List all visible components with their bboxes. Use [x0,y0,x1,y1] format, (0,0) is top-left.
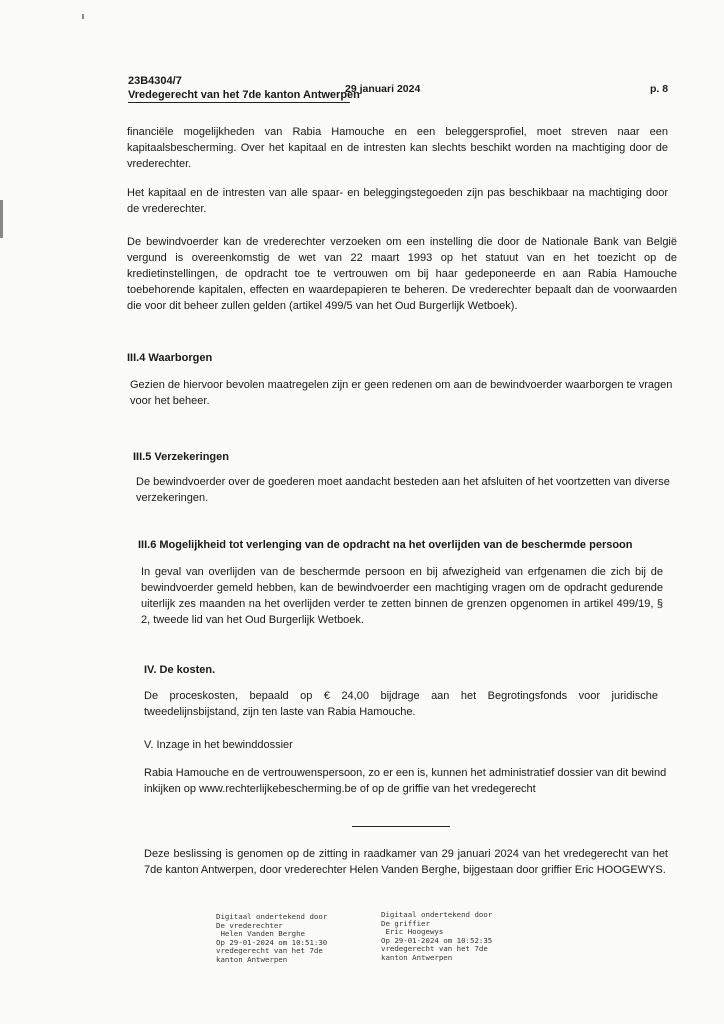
section-heading: IV. De kosten. [144,664,216,676]
judge-digital-signature: Digitaal ondertekend door De vrederechter Helen Vanden Berghe Op 29-01-2024 om 10:51:30 vredegerecht van het 7de kanton Antwerpen [216,912,328,964]
section-heading: III.5 Verzekeringen [133,451,229,463]
section-text: De proceskosten, bepaald op € 24,00 bijdrage aan het Begrotingsfonds voor juridische tweedelijnsbijstand, zijn ten laste van Rabia Hamouche. [144,690,658,718]
closing-statement: Deze beslissing is genomen op de zitting in raadkamer van 29 januari 2024 van het vredegerecht van het 7de kanton Antwerpen, door vrederechter Helen Vanden Berghe, bijgestaan door griffier Eric HOOGEWYS. [144,848,668,876]
section-heading: III.6 Mogelijkheid tot verlenging van de opdracht na het overlijden van de beschermde persoon [138,539,633,551]
section-text: Gezien de hiervoor bevolen maatregelen zijn er geen redenen om aan de bewindvoerder waarborgen te vragen voor het beheer. [130,379,673,407]
section-text: Rabia Hamouche en de vertrouwenspersoon, zo er een is, kunnen het administratief dossier van dit bewind inkijken op www.rechterlijkebescherming.be of op de griffie van het vredegerecht [144,767,667,795]
paragraph: Het kapitaal en de intresten van alle spaar- en beleggingstegoeden zijn pas beschikbaar na machtiging door de vrederechter. [127,187,668,215]
clerk-digital-signature: Digitaal ondertekend door De griffier Eric Hoogewys Op 29-01-2024 om 10:52:35 vredegerecht van het 7de kanton Antwerpen [381,910,493,962]
section-heading: III.4 Waarborgen [127,352,213,364]
separator-line [352,826,450,827]
paragraph: De bewindvoerder kan de vrederechter verzoeken om een instelling die door de Nationale Bank van België vergund is overeenkomstig de wet van 22 maart 1993 op het statuut van en het toezicht op de kredietinstellingen, de opdracht toe te vertrouwen om bij haar gedeponeerde en aan Rabia Hamouche toebehorende kapitalen, effecten en waardepapieren te beheren. De vrederechter bepaalt dan de voorwaarden die voor dit beheer zullen gelden (artikel 499/5 van het Oud Burgerlijk Wetboek). [127,236,677,312]
page-number: p. 8 [650,83,669,95]
section-text: In geval van overlijden van de beschermde persoon en bij afwezigheid van erfgenamen die zich bij de bewindvoerder gemeld hebben, kan de bewindvoerder een machtiging vragen om de opdracht gedurende uiterlijk zes maanden na het overlijden verder te zetten binnen de grenzen opgenomen in artikel 499/19, § 2, tweede lid van het Oud Burgerlijk Wetboek. [141,566,663,626]
paragraph: financiële mogelijkheden van Rabia Hamouche en een beleggersprofiel, moet streven naar een kapitaalsbescherming. Over het kapitaal en de intresten kan slechts beschikt worden na machtiging door de vrederechter. [127,126,668,170]
section-heading: V. Inzage in het bewinddossier [144,739,293,751]
section-text: De bewindvoerder over de goederen moet aandacht besteden aan het afsluiten of het voortzetten van diverse verzekeringen. [136,476,670,504]
scan-mark [82,14,84,19]
court-name: Vredegerecht van het 7de kanton Antwerpen [128,89,360,101]
document-date: 29 januari 2024 [345,83,421,95]
case-number: 23B4304/7 [128,75,182,87]
scan-mark [0,200,3,238]
